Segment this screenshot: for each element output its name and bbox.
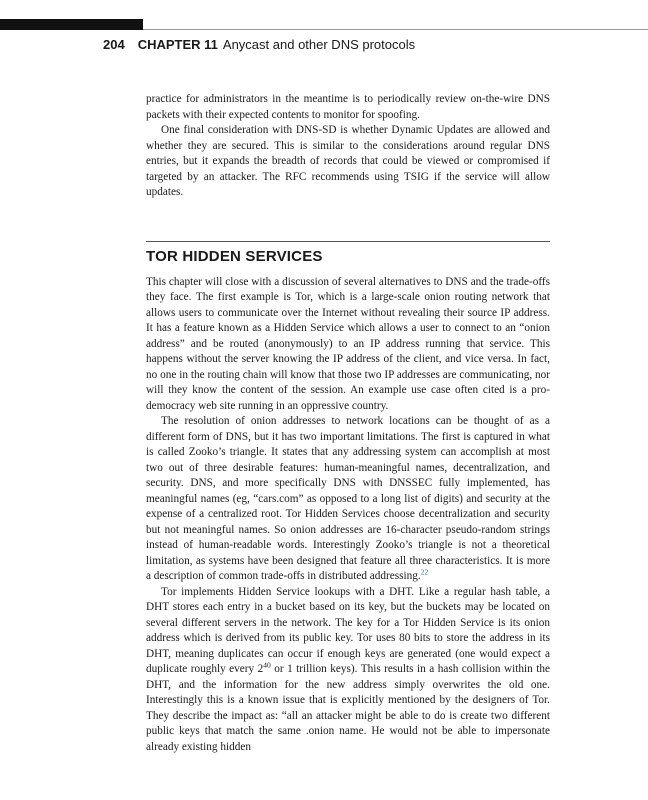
header-bar: [0, 19, 143, 30]
section-paragraph-3-text-b: or 1 trillion keys). This results in a hash collision within the DHT, and the information for the new address simply overwrites the old one. Interestingly this is a known issue that is explicitly mentioned by the designers of Tor. They describe the impact as: “all an attacker might be able to do is create two different public keys that match the same .onion name. He would not be able to impersonate already existing hidden: [146, 663, 550, 753]
page-number: 204: [103, 37, 125, 52]
header-rule: [143, 29, 648, 30]
running-head: [103, 36, 415, 54]
section-paragraph-2-text: The resolution of onion addresses to network locations can be thought of as a different form of DNS, but it has two important limitations. The first is captured in what is called Zooko’s triangle. It states that any addressing system can accomplish at most two out of three desirable features: human-meaningful names, decentralization, and security. DNS, and more specifically DNS with DNSSEC fully implemented, has meaningful names (eg, “cars.com” as opposed to a long list of digits) and security at the expense of a centralized root. Tor Hidden Services choose decentralization and security but not meaningful names. So onion addresses are 16-character pseudo-random strings instead of human-readable words. Interestingly Zooko’s triangle is not a theoretical limitation, as systems have been designed that feature all three characteristics. It is more a description of common trade-offs in distributed addressing.: [146, 415, 550, 582]
chapter-label: CHAPTER 11: [137, 37, 218, 52]
intro-paragraph-2: One final consideration with DNS-SD is whether Dynamic Updates are allowed and whether they are secured. This is similar to the considerations around regular DNS entries, but it expands the breadth of records that could be viewed or compromised if targeted by an attacker. The RFC recommends using TSIG if the service will allow updates.: [146, 124, 550, 198]
section-paragraph-1: This chapter will close with a discussion of several alternatives to DNS and the trade-offs they face. The first example is Tor, which is a large-scale onion routing network that allows users to communicate over the Internet without revealing their source IP address. It has a feature known as a Hidden Service which allows a user to connect to an “onion address” and be routed (anonymously) to an IP address running that service. This happens without the server knowing the IP address of the client, and vice versa. In fact, no one in the routing chain will know that those two IP addresses are communicating, nor will they know the content of the session. An example use case often cited is a pro-democracy web site running in an oppressive country.: [146, 275, 550, 412]
section-heading: TOR HIDDEN SERVICES: [146, 247, 323, 265]
section-paragraph-2: [146, 414, 550, 585]
section-rule: [146, 241, 550, 242]
intro-paragraph-1: practice for administrators in the meantime is to periodically review on-the-wire DNS packets with their expected contents to monitor for spoofing.: [146, 93, 550, 121]
footnote-ref-22[interactable]: 22: [420, 567, 429, 577]
section-paragraph-3-text-a: Tor implements Hidden Service lookups with a DHT. Like a regular hash table, a DHT stores each entry in a bucket based on its key, but the buckets may be located on several different servers in the network. The key for a Tor Hidden Service is its onion address which is derived from its public key. Tor uses 80 bits to store the address in its DHT, meaning duplicates can occur if enough keys are generated (one would expect a duplicate roughly every 2: [146, 585, 550, 675]
section-paragraph-3: [146, 585, 550, 756]
page-body: [146, 92, 550, 755]
chapter-title: Anycast and other DNS protocols: [222, 37, 416, 52]
exponent-40: 40: [263, 660, 271, 670]
